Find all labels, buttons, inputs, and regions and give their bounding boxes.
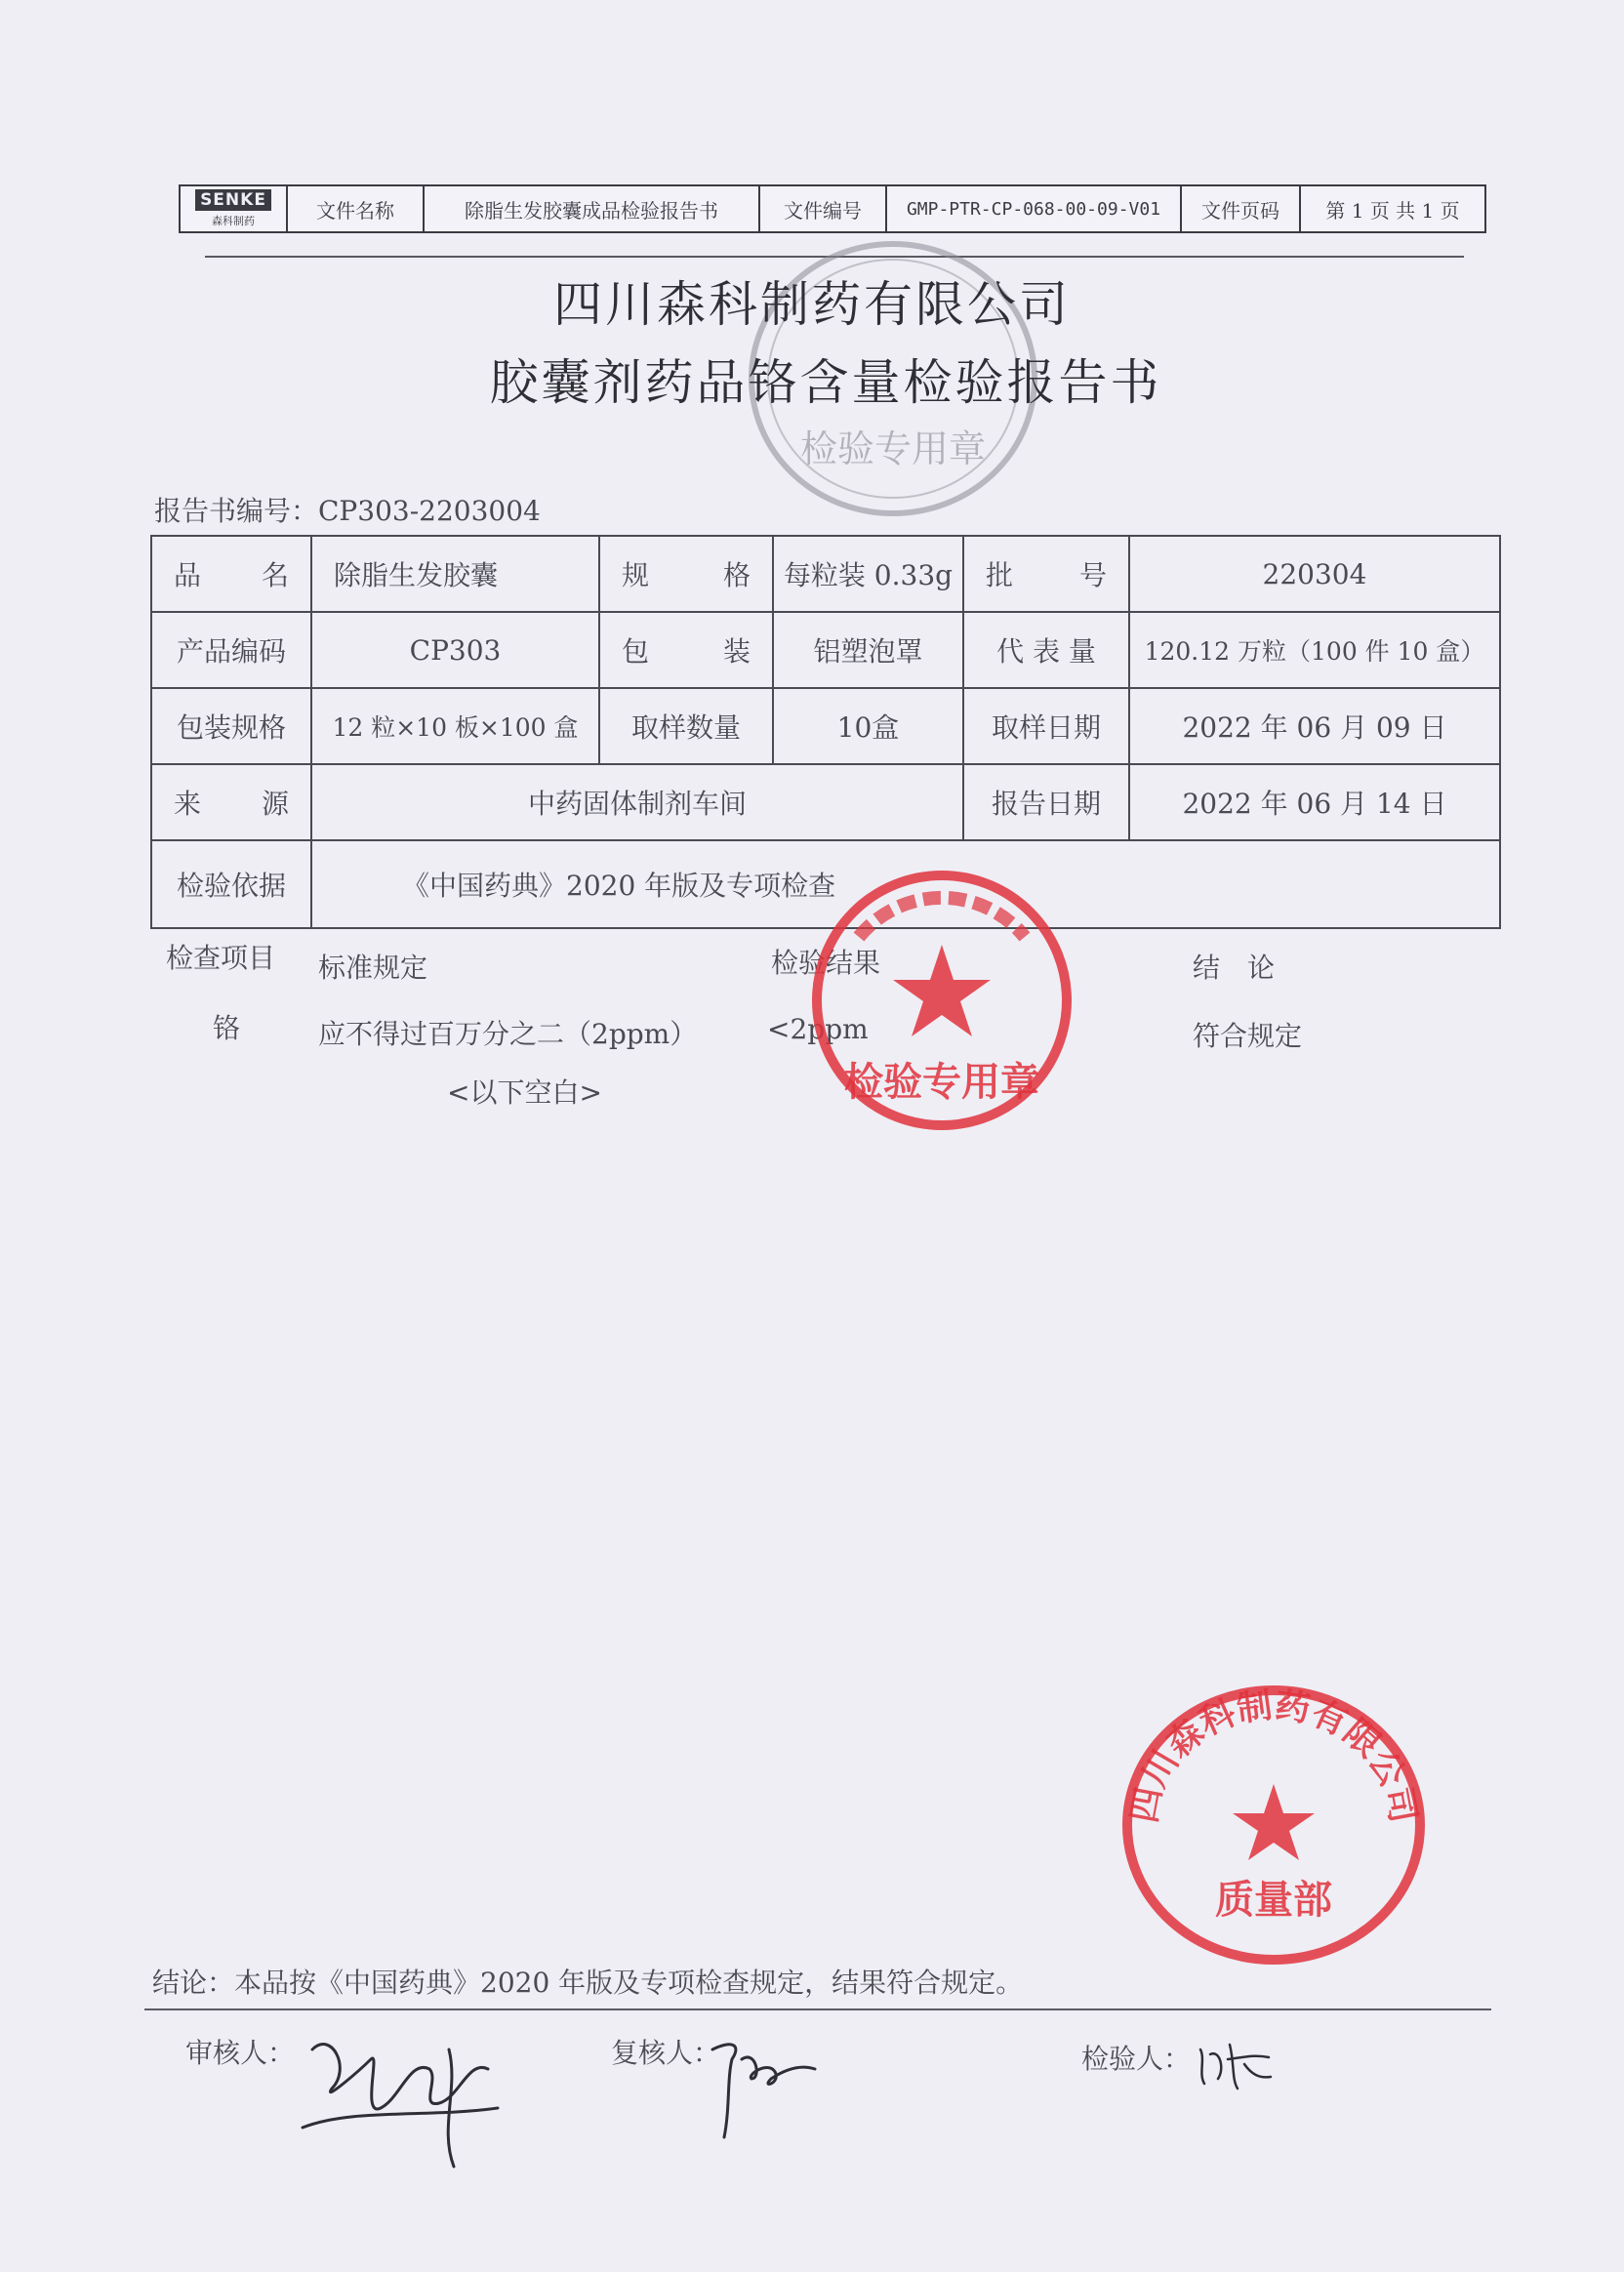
inspector-signature [1191, 2030, 1279, 2098]
rechecker-label: 复核人： [611, 2037, 721, 2069]
rep-label: 代 表 量 [964, 613, 1130, 689]
reviewer-signature [293, 2010, 517, 2176]
file-no: GMP-PTR-CP-068-00-09-V01 [887, 186, 1182, 231]
name-label-char-2: 名 [261, 559, 289, 591]
basis-label: 检验依据 [152, 841, 312, 927]
report-title: 胶囊剂药品铬含量检验报告书 [489, 354, 1162, 411]
col-result-header: 检验结果 [771, 947, 881, 979]
blank-note: <以下空白> [447, 1076, 602, 1109]
red-stamp-2-top: 四川森科制药有限公司 [1123, 1685, 1424, 1826]
pack-label [600, 613, 774, 689]
quality-dept-stamp [1108, 1679, 1440, 1971]
col-conclusion-header: 结 论 [1193, 952, 1276, 984]
report-date-value: 2022 年 06 月 14 日 [1130, 765, 1499, 841]
standard-value: 应不得过百万分之二（2ppm） [318, 1018, 698, 1050]
sample-date-value: 2022 年 06 月 09 日 [1130, 689, 1499, 765]
batch-label-char-1: 批 [986, 559, 1014, 591]
file-no-label: 文件编号 [760, 186, 887, 231]
conclusion-value: 符合规定 [1193, 1020, 1303, 1052]
basis-value: 《中国药典》2020 年版及专项检查 [402, 870, 836, 902]
document-header [179, 184, 1486, 233]
file-name: 除脂生发胶囊成品检验报告书 [425, 186, 760, 231]
pack-value: 铝塑泡罩 [774, 613, 964, 689]
packspec-label: 包装规格 [152, 689, 312, 765]
spec-value: 每粒装 0.33g [774, 537, 964, 613]
spec-label-char-1: 规 [622, 559, 650, 591]
pack-label-char-1: 包 [622, 635, 650, 668]
red-stamp-1-text: 检验专用章 [844, 1060, 1039, 1105]
code-value: CP303 [312, 613, 600, 689]
page-label: 文件页码 [1182, 186, 1301, 231]
col-item-header: 检查项目 [166, 942, 276, 974]
spec-label [600, 537, 774, 613]
batch-value: 220304 [1130, 537, 1499, 613]
packspec-value: 12 粒×10 板×100 盒 [312, 689, 600, 765]
source-value: 中药固体制剂车间 [312, 765, 964, 841]
report-date-label: 报告日期 [964, 765, 1130, 841]
sample-qty-value: 10盒 [774, 689, 964, 765]
report-number: 报告书编号：CP303-2203004 [154, 495, 541, 527]
source-label [152, 765, 312, 841]
col-standard-header: 标准规定 [318, 952, 428, 984]
pack-label-char-2: 装 [722, 635, 751, 668]
company-logo [181, 186, 288, 231]
rep-value: 120.12 万粒（100 件 10 盒） [1130, 613, 1499, 689]
company-title: 四川森科制药有限公司 [553, 276, 1071, 333]
file-name-label: 文件名称 [288, 186, 425, 231]
name-label-char-1: 品 [174, 559, 202, 591]
batch-label-char-2: 号 [1078, 559, 1107, 591]
red-stamp-2-bottom: 质量部 [1215, 1878, 1332, 1923]
footer-conclusion: 结论：本品按《中国药典》2020 年版及专项检查规定，结果符合规定。 [152, 1967, 1024, 1999]
batch-label [964, 537, 1130, 613]
gray-stamp-text: 检验专用章 [799, 427, 987, 470]
product-name: 除脂生发胶囊 [312, 537, 600, 613]
inspection-stamp-red [800, 859, 1083, 1142]
result-value: <2ppm [767, 1013, 869, 1045]
spec-label-char-2: 格 [722, 559, 751, 591]
reviewer-label: 审核人： [185, 2037, 296, 2069]
item-chromium: 铬 [213, 1012, 241, 1044]
rechecker-signature [703, 2020, 830, 2147]
code-label: 产品编码 [152, 613, 312, 689]
source-label-char-1: 来 [174, 788, 202, 820]
name-label [152, 537, 312, 613]
sample-date-label: 取样日期 [964, 689, 1130, 765]
page-value: 第 1 页 共 1 页 [1325, 198, 1460, 223]
logo-mark: SENKE [195, 189, 271, 211]
inspector-label: 检验人： [1081, 2043, 1192, 2075]
logo-subtitle: 森科制药 [212, 215, 255, 227]
source-label-char-2: 源 [261, 788, 289, 820]
sample-qty-label: 取样数量 [600, 689, 774, 765]
